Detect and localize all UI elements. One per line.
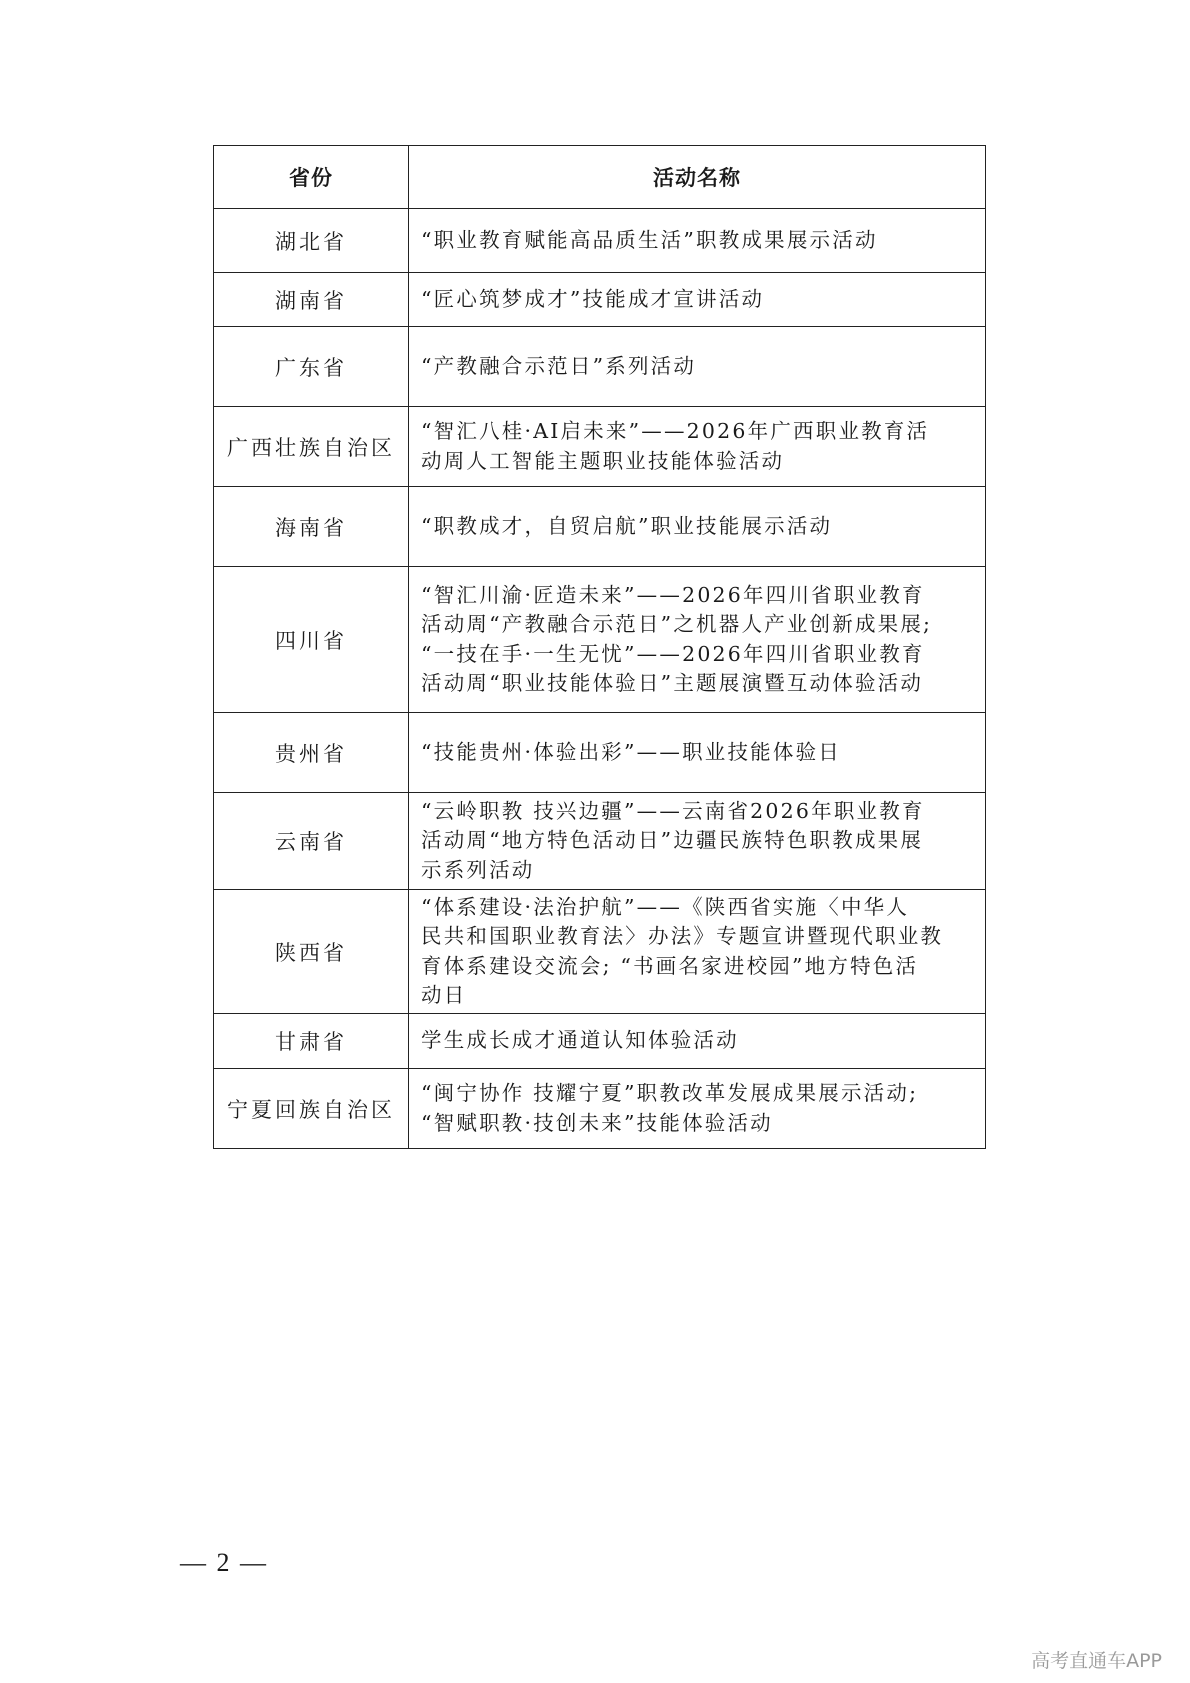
activity-cell bbox=[409, 327, 986, 407]
table-row bbox=[214, 273, 986, 327]
activity-line: 动日 bbox=[421, 983, 467, 1007]
page-number: — 2 — bbox=[180, 1548, 268, 1577]
province-cell: 贵州省 bbox=[214, 713, 409, 793]
activity-line: 活动周“地方特色活动日”边疆民族特色职教成果展 bbox=[421, 828, 924, 853]
activity-line: 动周人工智能主题职业技能体验活动 bbox=[421, 448, 785, 473]
activity-cell bbox=[409, 273, 986, 327]
table-row bbox=[214, 793, 986, 890]
activity-cell bbox=[409, 1014, 986, 1069]
activity-line: “技能贵州·体验出彩”——职业技能体验日 bbox=[421, 739, 841, 764]
province-cell: 湖南省 bbox=[214, 273, 409, 327]
header-province: 省份 bbox=[214, 146, 409, 209]
province-cell: 陕西省 bbox=[214, 890, 409, 1014]
province-cell: 宁夏回族自治区 bbox=[214, 1069, 409, 1149]
activity-line: “产教融合示范日”系列活动 bbox=[421, 353, 697, 378]
activity-cell bbox=[409, 1069, 986, 1149]
table-row bbox=[214, 487, 986, 567]
table-row bbox=[214, 1014, 986, 1069]
activity-line: 学生成长成才通道认知体验活动 bbox=[421, 1028, 739, 1053]
province-cell: 广西壮族自治区 bbox=[214, 407, 409, 487]
province-cell: 广东省 bbox=[214, 327, 409, 407]
activity-cell bbox=[409, 567, 986, 713]
activity-line: “闽宁协作 技耀宁夏”职教改革发展成果展示活动; bbox=[421, 1081, 919, 1105]
table-row bbox=[214, 407, 986, 487]
table-row bbox=[214, 209, 986, 273]
header-activity: 活动名称 bbox=[409, 146, 986, 209]
activity-line: “职教成才，自贸启航”职业技能展示活动 bbox=[421, 513, 833, 538]
activity-line: 示系列活动 bbox=[421, 857, 535, 882]
activity-cell bbox=[409, 793, 986, 890]
province-cell: 云南省 bbox=[214, 793, 409, 890]
activity-line: 育体系建设交流会; “书画名家进校园”地方特色活 bbox=[421, 953, 919, 978]
province-cell: 四川省 bbox=[214, 567, 409, 713]
activity-line: 活动周“职业技能体验日”主题展演暨互动体验活动 bbox=[421, 671, 924, 695]
province-cell: 海南省 bbox=[214, 487, 409, 567]
activity-line: “体系建设·法治护航”——《陕西省实施〈中华人 bbox=[421, 894, 910, 919]
activity-line: “云岭职教 技兴边疆”——云南省2026年职业教育 bbox=[421, 798, 925, 823]
activity-line: “智赋职教·技创未来”技能体验活动 bbox=[421, 1110, 773, 1135]
activity-cell bbox=[409, 890, 986, 1014]
table-row bbox=[214, 713, 986, 793]
table-body bbox=[214, 209, 986, 1149]
activity-line: “匠心筑梦成才”技能成才宣讲活动 bbox=[421, 286, 765, 311]
activity-line: “智汇八桂·AI启未来”——2026年广西职业教育活 bbox=[421, 419, 930, 443]
activity-cell bbox=[409, 713, 986, 793]
province-cell: 湖北省 bbox=[214, 209, 409, 273]
activity-line: 民共和国职业教育法〉办法》专题宣讲暨现代职业教 bbox=[421, 924, 944, 948]
province-cell: 甘肃省 bbox=[214, 1014, 409, 1069]
activity-table bbox=[213, 145, 986, 1149]
activity-cell bbox=[409, 487, 986, 567]
table-row bbox=[214, 567, 986, 713]
table-row bbox=[214, 890, 986, 1014]
activity-cell bbox=[409, 209, 986, 273]
activity-line: “职业教育赋能高品质生活”职教成果展示活动 bbox=[421, 227, 878, 252]
table-row bbox=[214, 1069, 986, 1149]
activity-line: “智汇川渝·匠造未来”——2026年四川省职业教育 bbox=[421, 582, 925, 607]
table-header-row bbox=[214, 146, 986, 209]
activity-cell bbox=[409, 407, 986, 487]
watermark: 高考直通车APP bbox=[1031, 1650, 1162, 1672]
activity-line: “一技在手·一生无忧”——2026年四川省职业教育 bbox=[421, 641, 925, 666]
table-row bbox=[214, 327, 986, 407]
activity-line: 活动周“产教融合示范日”之机器人产业创新成果展; bbox=[421, 612, 933, 636]
